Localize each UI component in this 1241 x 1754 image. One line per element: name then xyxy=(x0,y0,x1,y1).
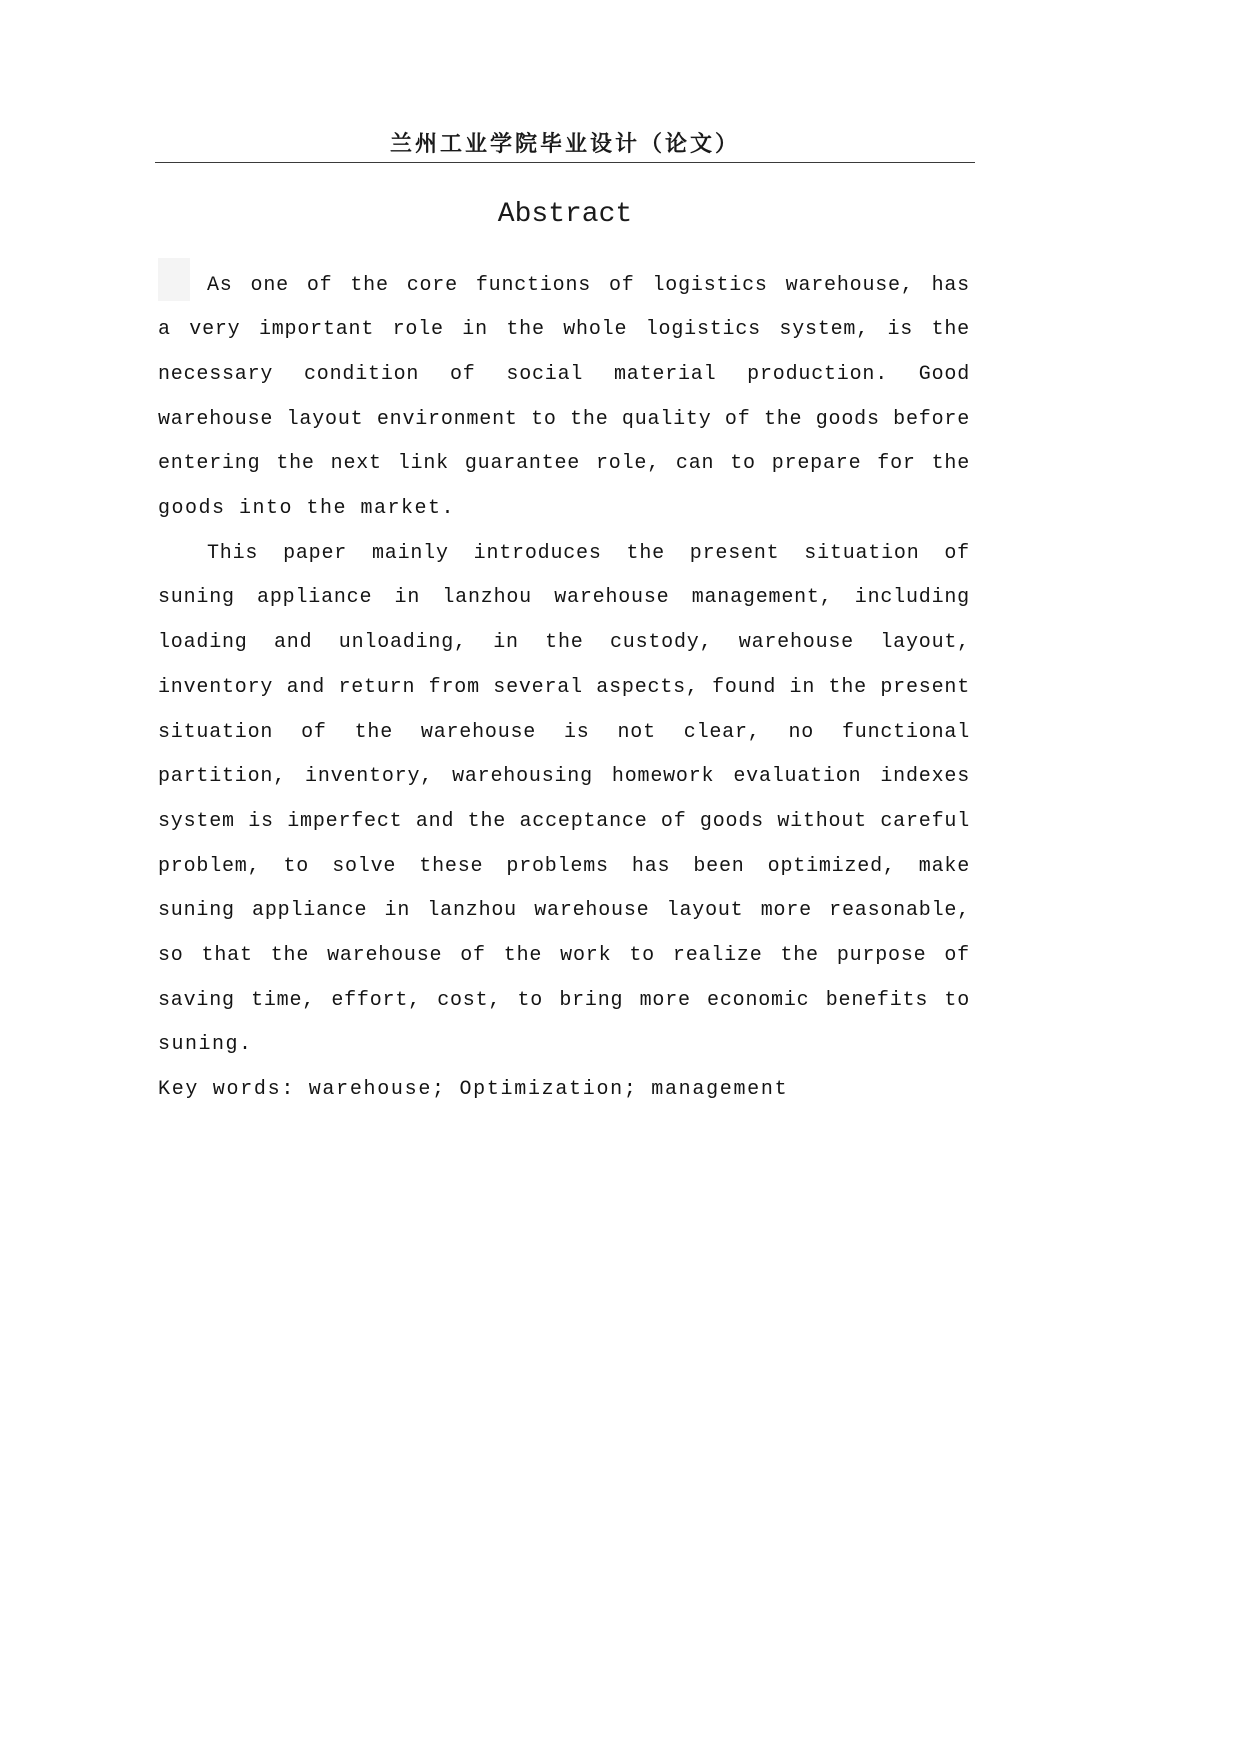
paragraph-line: partition, inventory, warehousing homework evaluation indexes xyxy=(158,765,970,789)
paragraph-line: a very important role in the whole logistics system, is the xyxy=(158,318,970,342)
paragraph-line: problem, to solve these problems has been optimized, make xyxy=(158,854,970,878)
paragraph-line: suning appliance in lanzhou warehouse management, including xyxy=(158,586,970,610)
paragraph-line: As one of the core functions of logistics warehouse, has xyxy=(207,273,970,297)
abstract-body xyxy=(158,264,970,1113)
paragraph-line: This paper mainly introduces the present situation of xyxy=(207,541,970,565)
abstract-paragraph-1 xyxy=(158,264,970,532)
paragraph-line: entering the next link guarantee role, can to prepare for the xyxy=(158,452,970,476)
paragraph-line: system is imperfect and the acceptance of goods without careful xyxy=(158,809,970,833)
paragraph-line: goods into the market. xyxy=(158,497,456,521)
paragraph-line: inventory and return from several aspects, found in the present xyxy=(158,675,970,699)
header-rule xyxy=(155,162,975,163)
paragraph-line: so that the warehouse of the work to realize the purpose of xyxy=(158,943,970,967)
paragraph-line: suning. xyxy=(158,1033,253,1057)
abstract-paragraph-2 xyxy=(158,532,970,1068)
running-header: 兰州工业学院毕业设计（论文） xyxy=(389,132,740,157)
paragraph-line: situation of the warehouse is not clear, no functional xyxy=(158,720,970,744)
abstract-title: Abstract xyxy=(497,199,633,230)
paragraph-line: necessary condition of social material production. Good xyxy=(158,363,970,387)
paragraph-line: loading and unloading, in the custody, warehouse layout, xyxy=(158,631,970,655)
paragraph-line: warehouse layout environment to the quality of the goods before xyxy=(158,407,970,431)
keywords-line: Key words: warehouse; Optimization; management xyxy=(158,1078,789,1102)
paragraph-line: suning appliance in lanzhou warehouse layout more reasonable, xyxy=(158,899,970,923)
paragraph-line: saving time, effort, cost, to bring more economic benefits to xyxy=(158,988,970,1012)
